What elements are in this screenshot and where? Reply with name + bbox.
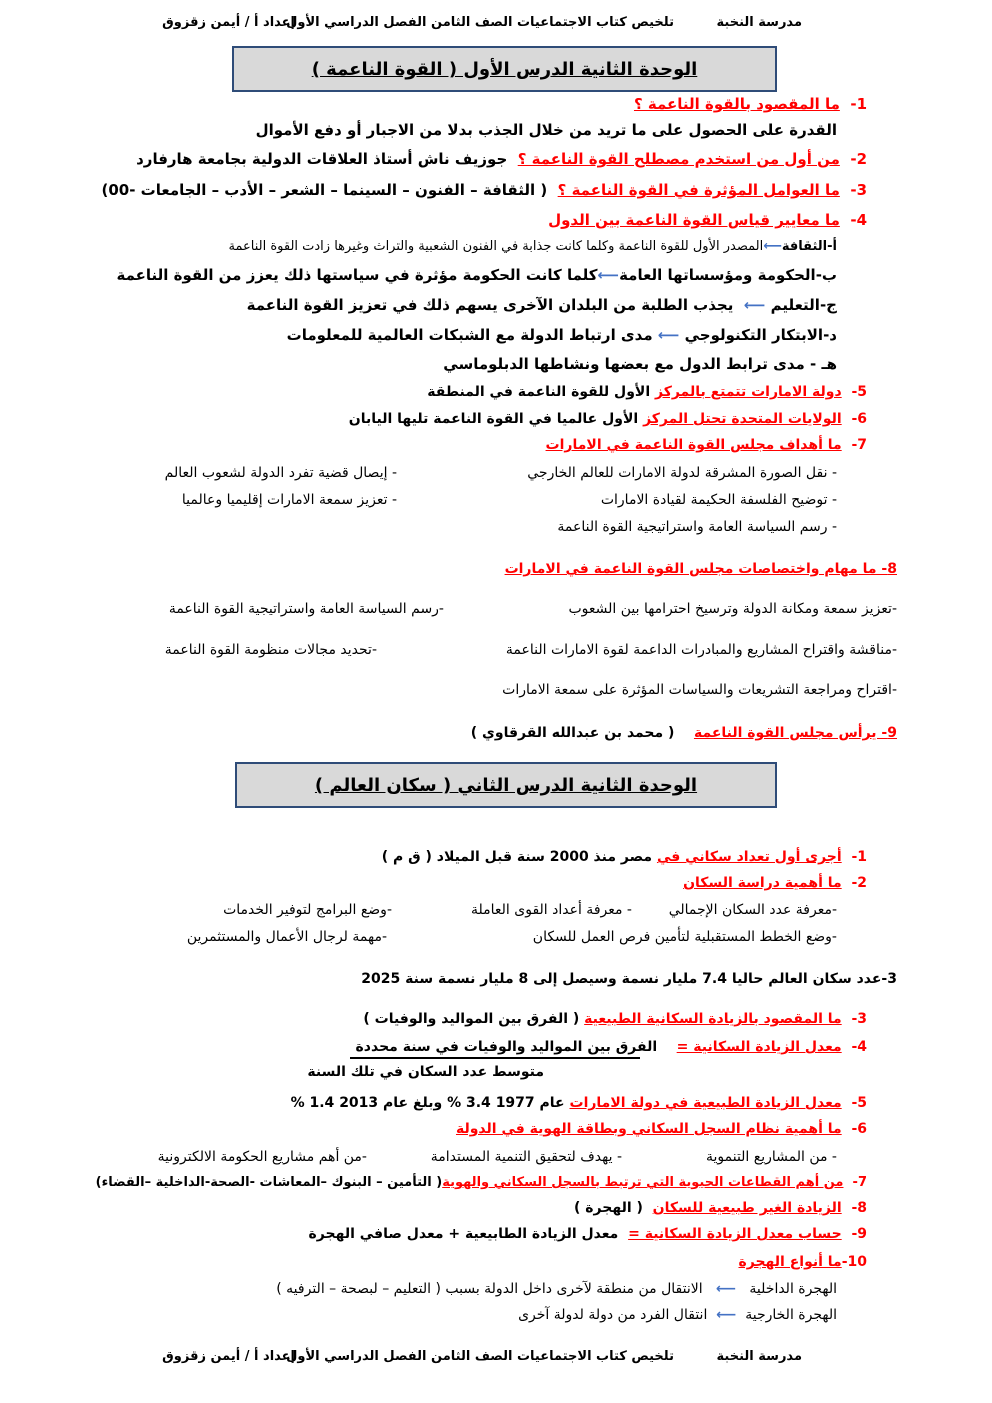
- u1-q9: 9- يرأس مجلس القوة الناعمة ( محمد بن عبدالله القرقاوي ): [470, 725, 897, 741]
- unit2-title-box: [235, 762, 777, 808]
- u1-q8-question: 8- ما مهام واختصاصات مجلس القوة الناعمة في الامارات: [504, 561, 897, 577]
- u2-q6-m: - يهدف لتحقيق التنمية المستدامة: [430, 1149, 622, 1165]
- u2-q10-question: 10-ما أنواع الهجرة: [738, 1254, 867, 1270]
- u1-q2: 2- من أول من استخدم مصطلح القوة الناعمة ؟ جوزيف ناش أستاذ العلاقات الدولية بجامعة هارفارد: [136, 150, 867, 168]
- u1-q4-question: 4- ما معايير قياس القوة الناعمة بين الدول: [548, 211, 867, 229]
- u2-q2-question: 2- ما أهمية دراسة السكان: [683, 875, 867, 891]
- u1-q7-question: 7- ما أهداف مجلس القوة الناعمة في الامارات: [545, 437, 867, 453]
- u1-q6: 6- الولايات المتحدة تحتل المركز الأول عالميا في القوة الناعمة تليها اليابان: [348, 411, 867, 427]
- footer-school: مدرسة النخبة: [716, 1349, 802, 1364]
- u2-q7: 7- من أهم القطاعات الحيوية التي ترتبط بالسجل السكاني والهوية( التأمين – البنوك –المعاشات -الصحة-الداخلية –القضاء): [95, 1175, 867, 1190]
- u1-q7-r3: - رسم السياسة العامة واستراتيجية القوة الناعمة: [557, 519, 837, 535]
- u2-q8: 8- الزيادة الغير طبيعية للسكان ( الهجرة ): [574, 1200, 867, 1216]
- u1-q7-l2: - تعزيز سمعة الامارات إقليميا وعالميا: [181, 492, 397, 508]
- u2-q2-m1: - معرفة أعداد القوى العاملة: [471, 902, 632, 918]
- u2-q2-l1: -وضع البرامج لتوفير الخدمات: [223, 902, 392, 918]
- arrow-left-icon: ⟵: [763, 239, 782, 254]
- footer-author: إعداد أ / أيمن زقزوق: [162, 1349, 295, 1364]
- u2-q9: 9- حساب معدل الزيادة السكانية = معدل الزيادة الطابيعية + معدل صافي الهجرة: [308, 1226, 867, 1242]
- u2-q1: 1- أجرى أول تعداد سكاني في مصر منذ 2000 سنة قبل الميلاد ( ق م ): [381, 849, 867, 865]
- u2-q10-internal: الهجرة الداخلية ⟵ الانتقال من منطقة لآخرى داخل الدولة بسبب ( التعليم – لبصحة – الترفيه ): [276, 1281, 837, 1297]
- u2-q4: 4- معدل الزيادة السكانية = الفرق بين المواليد والوفيات في سنة محددة: [355, 1039, 867, 1055]
- u1-q8-r3: -اقتراح ومراجعة التشريعات والسياسات المؤثرة على سمعة الامارات: [502, 682, 897, 698]
- u2-s3: 3-عدد سكان العالم حاليا 7.4 مليار نسمة وسيصل إلى 8 مليار نسمة سنة 2025: [361, 971, 897, 987]
- u2-q5: 5- معدل الزيادة الطبيعية في دولة الامارات عام 1977 3.4 % وبلغ عام 2013 1.4 %: [290, 1095, 867, 1111]
- header-title: تلخيص كتاب الاجتماعيات الصف الثامن الفصل الدراسي الأول: [286, 15, 674, 30]
- u1-q8-r1: -تعزيز سمعة ومكانة الدولة وترسيخ احترامها بين الشعوب: [568, 601, 897, 617]
- unit2-title: الوحدة الثانية الدرس الثاني ( سكان العالم ): [314, 775, 698, 796]
- u1-q5: 5- دولة الامارات تتمتع بالمركز الأول للقوة الناعمة في المنطقة: [427, 384, 867, 400]
- header-author: إعداد أ / أيمن زقزوق: [162, 15, 295, 30]
- u1-q8-r2: -مناقشة واقتراح المشاريع والمبادرات الداعمة لقوة الامارات الناعمة: [505, 642, 897, 658]
- u1-q8-l2: -تحديد مجالات منظومة القوة الناعمة: [164, 642, 377, 658]
- u2-q6-r: - من المشاريع التنموية: [705, 1149, 837, 1165]
- u2-q2-l2: -مهمة لرجال الأعمال والمستثمرين: [186, 929, 387, 945]
- u1-q7-r2: - توضيح الفلسفة الحكيمة لقيادة الامارات: [600, 492, 837, 508]
- arrow-left-icon: ⟵: [657, 326, 680, 344]
- u2-q2-r2: -وضع الخطط المستقبلية لتأمين فرص العمل للسكان: [532, 929, 837, 945]
- u1-q4-b: ب-الحكومة ومؤسساتها العامة⟵كلما كانت الحكومة مؤثرة في سياستها ذلك يعزز من القوة الناعمة: [116, 266, 837, 284]
- u2-q3: 3- ما المقصود بالزيادة السكانية الطبيعية ( الفرق بين المواليد والوفيات ): [363, 1011, 867, 1027]
- fraction-line: [350, 1057, 640, 1059]
- u2-q6-l: -من أهم مشاريع الحكومة الالكترونية: [157, 1149, 367, 1165]
- u2-q4-numerator: الفرق بين المواليد والوفيات في سنة محددة: [355, 1039, 658, 1055]
- u1-q7-r1: - نقل الصورة المشرقة لدولة الامارات للعالم الخارجي: [527, 465, 837, 481]
- unit1-title: الوحدة الثانية الدرس الأول ( القوة الناعمة ): [311, 59, 698, 80]
- u1-q1-question: 1- ما المقصود بالقوة الناعمة ؟: [633, 95, 867, 113]
- unit1-title-box: [232, 46, 777, 92]
- arrow-left-icon: ⟵: [597, 266, 620, 284]
- u1-q1-answer: القدرة على الحصول على ما تريد من خلال الجذب بدلا من الاجبار أو دفع الأموال: [255, 121, 837, 139]
- arrow-left-icon: ⟵: [716, 1307, 737, 1323]
- header-school: مدرسة النخبة: [716, 15, 802, 30]
- arrow-left-icon: ⟵: [743, 296, 766, 314]
- u1-q8-l1: -رسم السياسة العامة واستراتيجية القوة الناعمة: [168, 601, 444, 617]
- u2-q2-r1: -معرفة عدد السكان الإجمالي: [668, 902, 837, 918]
- u2-q6-question: 6- ما أهمية نظام السجل السكاني وبطاقة الهوية في الدولة: [455, 1121, 867, 1137]
- footer-title: تلخيص كتاب الاجتماعيات الصف الثامن الفصل الدراسي الأول: [286, 1349, 674, 1364]
- u1-q4-e: هـ - مدى ترابط الدول مع بعضها ونشاطها الدبلوماسي: [443, 355, 837, 373]
- u1-q4-d: د-الابتكار التكنولوجي ⟵ مدى ارتباط الدولة مع الشبكات العالمية للمعلومات: [286, 326, 837, 344]
- u2-q4-denominator: متوسط عدد السكان في تلك السنة: [307, 1064, 544, 1080]
- u1-q7-l1: - إيصال قضية تفرد الدولة لشعوب العالم: [164, 465, 397, 481]
- u1-q4-c: ج-التعليم ⟵ يجذب الطلبة من البلدان الآخرى يسهم ذلك في تعزيز القوة الناعمة: [246, 296, 837, 314]
- u2-q10-external: الهجرة الخارجية ⟵ انتقال الفرد من دولة لدولة آخرى: [518, 1307, 837, 1323]
- u1-q4-a: أ-الثقافة⟵المصدر الأول للقوة الناعمة وكلما كانت جذابة في الفنون الشعبية والتراث وغيرها زادت القوة الناعمة: [228, 239, 837, 254]
- arrow-left-icon: ⟵: [715, 1281, 737, 1297]
- u1-q3: 3- ما العوامل المؤثرة في القوة الناعمة ؟ ( الثقافة – الفنون – السينما – الشعر – الأدب – الجامعات -00): [101, 181, 867, 199]
